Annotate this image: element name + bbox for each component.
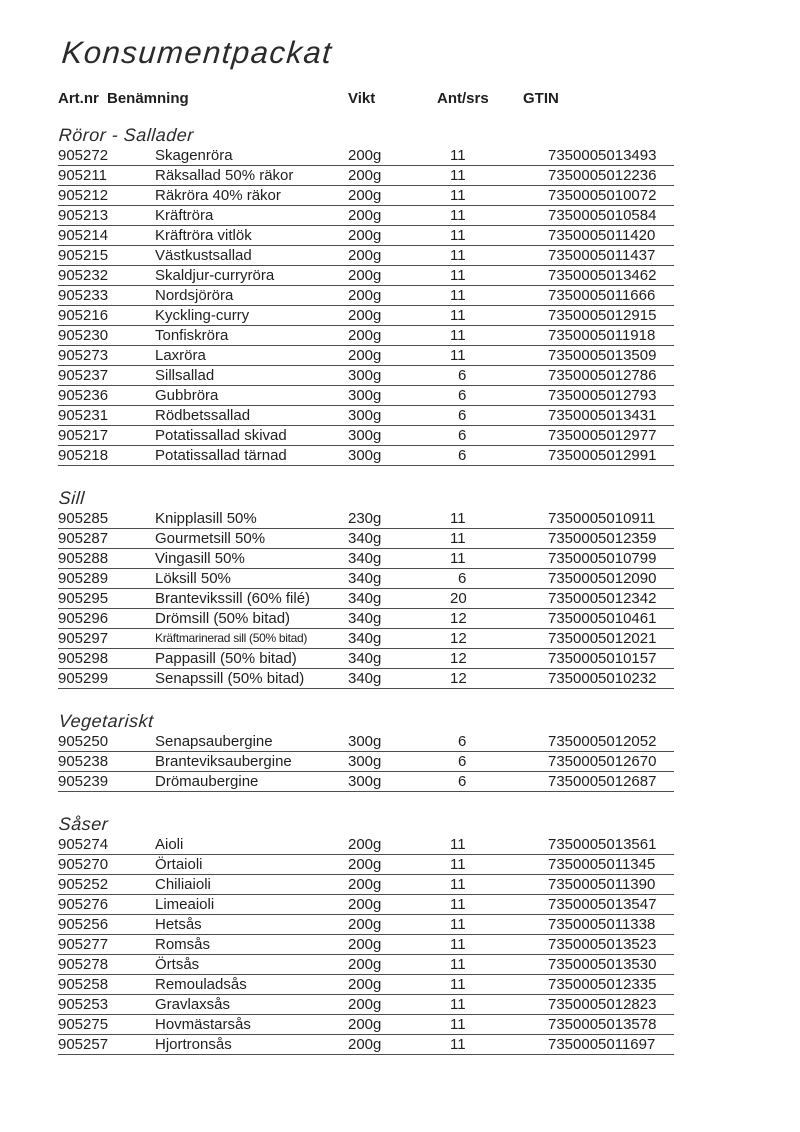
cell-gtin: 7350005011345 [548,856,656,873]
table-row [58,975,674,995]
table-row [58,875,674,895]
cell-benamning: Kräftmarinerad sill (50% bitad) [155,631,308,645]
column-header-antsrs: Ant/srs [437,90,489,107]
table-row [58,609,674,629]
cell-gtin: 7350005012090 [548,570,657,587]
cell-vikt: 200g [348,936,382,953]
cell-vikt: 200g [348,856,382,873]
cell-artnr: 905212 [58,187,109,204]
column-header-benamning: Benämning [107,90,189,107]
cell-artnr: 905258 [58,976,109,993]
cell-vikt: 340g [348,630,382,647]
cell-benamning: Laxröra [155,347,206,364]
cell-vikt: 230g [348,510,382,527]
cell-benamning: Räkröra 40% räkor [155,187,281,204]
section-title: Sill [58,488,86,508]
cell-artnr: 905296 [58,610,109,627]
cell-vikt: 200g [348,307,382,324]
table-section [58,813,674,1055]
table-row [58,835,674,855]
cell-benamning: Potatissallad skivad [155,427,287,444]
cell-gtin: 7350005010072 [548,187,657,204]
cell-artnr: 905270 [58,856,109,873]
cell-benamning: Vingasill 50% [155,550,245,567]
cell-vikt: 200g [348,227,382,244]
section-title: Såser [58,814,109,834]
cell-artnr: 905287 [58,530,109,547]
cell-antsrs: 11 [450,247,466,264]
cell-gtin: 7350005013523 [548,936,657,953]
cell-artnr: 905230 [58,327,109,344]
cell-artnr: 905276 [58,896,109,913]
cell-gtin: 7350005012021 [548,630,657,647]
cell-antsrs: 11 [450,187,466,204]
cell-gtin: 7350005010461 [548,610,657,627]
cell-gtin: 7350005012052 [548,733,657,750]
cell-vikt: 200g [348,327,382,344]
table-row [58,186,674,206]
cell-benamning: Nordsjöröra [155,287,234,304]
cell-benamning: Hetsås [155,916,202,933]
cell-vikt: 200g [348,1036,382,1053]
cell-gtin: 7350005010232 [548,670,657,687]
cell-antsrs: 11 [450,976,466,993]
table-row [58,955,674,975]
cell-antsrs: 11 [450,550,466,567]
cell-gtin: 7350005011918 [548,327,656,344]
cell-gtin: 7350005011666 [548,287,656,304]
cell-artnr: 905297 [58,630,109,647]
table-row [58,1035,674,1055]
cell-artnr: 905299 [58,670,109,687]
cell-vikt: 340g [348,670,382,687]
cell-benamning: Skaldjur-curryröra [155,267,275,284]
cell-artnr: 905298 [58,650,109,667]
cell-benamning: Skagenröra [155,147,233,164]
cell-artnr: 905275 [58,1016,109,1033]
cell-gtin: 7350005012670 [548,753,657,770]
cell-gtin: 7350005012977 [548,427,657,444]
cell-vikt: 300g [348,427,382,444]
table-row [58,446,674,466]
cell-artnr: 905277 [58,936,109,953]
cell-benamning: Drömsill (50% bitad) [155,610,291,627]
table-row [58,426,674,446]
cell-benamning: Chiliaioli [155,876,211,893]
table-row [58,509,674,529]
cell-artnr: 905272 [58,147,109,164]
cell-gtin: 7350005013431 [548,407,657,424]
cell-gtin: 7350005012687 [548,773,657,790]
cell-gtin: 7350005012342 [548,590,657,607]
cell-gtin: 7350005011338 [548,916,656,933]
cell-artnr: 905238 [58,753,109,770]
cell-gtin: 7350005012793 [548,387,657,404]
cell-artnr: 905218 [58,447,109,464]
table-row [58,1015,674,1035]
cell-vikt: 300g [348,367,382,384]
cell-antsrs: 11 [450,510,466,527]
cell-benamning: Senapsaubergine [155,733,273,750]
section-title: Röror - Sallader [58,125,195,145]
cell-artnr: 905257 [58,1036,109,1053]
cell-gtin: 7350005013493 [548,147,657,164]
cell-vikt: 340g [348,550,382,567]
table-row [58,326,674,346]
cell-benamning: Tonfiskröra [155,327,229,344]
cell-vikt: 200g [348,247,382,264]
cell-benamning: Pappasill (50% bitad) [155,650,297,667]
cell-vikt: 200g [348,836,382,853]
cell-artnr: 905216 [58,307,109,324]
table-row [58,569,674,589]
table-row [58,669,674,689]
cell-antsrs: 6 [458,387,467,404]
cell-antsrs: 6 [458,427,467,444]
cell-artnr: 905215 [58,247,109,264]
cell-benamning: Brantevikssill (60% filé) [155,590,311,607]
cell-gtin: 7350005012915 [548,307,657,324]
cell-gtin: 7350005012236 [548,167,657,184]
page-title: Konsumentpackat [60,35,335,70]
cell-vikt: 340g [348,650,382,667]
cell-antsrs: 11 [450,167,466,184]
table-row [58,772,674,792]
cell-benamning: Gourmetsill 50% [155,530,266,547]
cell-vikt: 200g [348,147,382,164]
cell-benamning: Senapssill (50% bitad) [155,670,305,687]
cell-antsrs: 12 [450,610,467,627]
cell-gtin: 7350005011390 [548,876,656,893]
cell-gtin: 7350005013547 [548,896,657,913]
cell-antsrs: 11 [450,267,466,284]
table-row [58,306,674,326]
cell-vikt: 200g [348,1016,382,1033]
cell-antsrs: 12 [450,630,467,647]
cell-benamning: Gubbröra [155,387,219,404]
cell-antsrs: 12 [450,670,467,687]
cell-benamning: Sillsallad [155,367,215,384]
cell-gtin: 7350005013462 [548,267,657,284]
cell-benamning: Knipplasill 50% [155,510,257,527]
cell-gtin: 7350005010799 [548,550,657,567]
cell-gtin: 7350005010911 [548,510,656,527]
cell-artnr: 905256 [58,916,109,933]
cell-benamning: Limeaioli [155,896,215,913]
cell-benamning: Räksallad 50% räkor [155,167,294,184]
cell-artnr: 905274 [58,836,109,853]
cell-artnr: 905232 [58,267,109,284]
cell-antsrs: 6 [458,367,467,384]
cell-vikt: 300g [348,407,382,424]
cell-antsrs: 6 [458,753,467,770]
cell-artnr: 905214 [58,227,109,244]
cell-benamning: Hjortronsås [155,1036,232,1053]
cell-gtin: 7350005013509 [548,347,657,364]
cell-gtin: 7350005012786 [548,367,657,384]
table-row [58,935,674,955]
cell-antsrs: 11 [450,916,466,933]
cell-artnr: 905289 [58,570,109,587]
cell-antsrs: 11 [450,207,466,224]
table-row [58,206,674,226]
cell-artnr: 905250 [58,733,109,750]
column-header-gtin: GTIN [523,90,559,107]
cell-benamning: Branteviksaubergine [155,753,292,770]
cell-vikt: 200g [348,916,382,933]
table-row [58,649,674,669]
cell-benamning: Löksill 50% [155,570,231,587]
cell-vikt: 300g [348,387,382,404]
cell-gtin: 7350005011420 [548,227,656,244]
cell-benamning: Romsås [155,936,211,953]
table-row [58,732,674,752]
cell-artnr: 905211 [58,167,107,184]
table-row [58,752,674,772]
cell-benamning: Kyckling-curry [155,307,250,324]
cell-antsrs: 6 [458,447,467,464]
cell-benamning: Remouladsås [155,976,247,993]
table-section [58,487,674,689]
cell-antsrs: 12 [450,650,467,667]
cell-antsrs: 11 [450,856,466,873]
cell-benamning: Drömaubergine [155,773,259,790]
cell-artnr: 905288 [58,550,109,567]
cell-artnr: 905295 [58,590,109,607]
cell-benamning: Gravlaxsås [155,996,231,1013]
table-row [58,146,674,166]
table-row [58,629,674,649]
table-row [58,346,674,366]
cell-vikt: 340g [348,610,382,627]
cell-artnr: 905273 [58,347,109,364]
cell-gtin: 7350005012991 [548,447,657,464]
table-row [58,286,674,306]
cell-vikt: 200g [348,876,382,893]
cell-artnr: 905213 [58,207,109,224]
cell-antsrs: 11 [450,347,466,364]
cell-antsrs: 11 [450,876,466,893]
cell-antsrs: 6 [458,773,467,790]
cell-vikt: 200g [348,996,382,1013]
cell-gtin: 7350005013578 [548,1016,657,1033]
cell-vikt: 340g [348,570,382,587]
column-header-vikt: Vikt [348,90,376,107]
table-row [58,226,674,246]
cell-vikt: 200g [348,287,382,304]
cell-antsrs: 20 [450,590,467,607]
table-row [58,386,674,406]
table-row [58,895,674,915]
cell-benamning: Rödbetssallad [155,407,251,424]
table-row [58,406,674,426]
cell-antsrs: 6 [458,407,467,424]
cell-vikt: 300g [348,447,382,464]
cell-antsrs: 11 [450,530,466,547]
cell-vikt: 200g [348,207,382,224]
cell-vikt: 200g [348,896,382,913]
table-row [58,246,674,266]
cell-vikt: 200g [348,976,382,993]
cell-gtin: 7350005010584 [548,207,657,224]
cell-artnr: 905237 [58,367,109,384]
cell-antsrs: 6 [458,733,467,750]
table-row [58,855,674,875]
table-row [58,589,674,609]
cell-antsrs: 11 [450,147,466,164]
cell-artnr: 905231 [58,407,109,424]
table-section [58,124,674,466]
cell-vikt: 300g [348,773,382,790]
cell-gtin: 7350005012335 [548,976,657,993]
cell-benamning: Potatissallad tärnad [155,447,287,464]
cell-antsrs: 11 [450,227,466,244]
table-row [58,915,674,935]
cell-vikt: 200g [348,187,382,204]
cell-antsrs: 11 [450,327,466,344]
cell-benamning: Kräftröra [155,207,214,224]
table-row [58,529,674,549]
cell-artnr: 905252 [58,876,109,893]
cell-antsrs: 11 [450,1016,466,1033]
cell-antsrs: 11 [450,996,466,1013]
cell-benamning: Örtsås [155,956,200,973]
cell-artnr: 905239 [58,773,109,790]
cell-benamning: Aioli [155,836,184,853]
cell-artnr: 905236 [58,387,109,404]
cell-antsrs: 11 [450,1036,466,1053]
table-row [58,166,674,186]
cell-gtin: 7350005013530 [548,956,657,973]
table-row [58,266,674,286]
cell-benamning: Hovmästarsås [155,1016,251,1033]
cell-artnr: 905285 [58,510,109,527]
cell-antsrs: 11 [450,956,466,973]
cell-gtin: 7350005011697 [548,1036,656,1053]
cell-vikt: 200g [348,167,382,184]
table-row [58,366,674,386]
cell-vikt: 300g [348,753,382,770]
cell-antsrs: 11 [450,936,466,953]
column-header-artnr: Art.nr [58,90,99,107]
cell-vikt: 200g [348,956,382,973]
cell-gtin: 7350005012823 [548,996,657,1013]
cell-artnr: 905233 [58,287,109,304]
cell-vikt: 200g [348,347,382,364]
cell-vikt: 340g [348,530,382,547]
cell-vikt: 200g [348,267,382,284]
cell-gtin: 7350005013561 [548,836,657,853]
table-section [58,710,674,792]
table-row [58,995,674,1015]
cell-antsrs: 11 [450,307,466,324]
cell-antsrs: 11 [450,836,466,853]
cell-antsrs: 6 [458,570,467,587]
cell-artnr: 905253 [58,996,109,1013]
table-row [58,549,674,569]
table-body [58,124,674,1055]
cell-gtin: 7350005012359 [548,530,657,547]
cell-vikt: 300g [348,733,382,750]
table-header-row [58,89,674,109]
cell-benamning: Kräftröra vitlök [155,227,252,244]
cell-benamning: Västkustsallad [155,247,252,264]
cell-benamning: Örtaioli [155,856,203,873]
section-title: Vegetariskt [58,711,155,731]
cell-antsrs: 11 [450,287,466,304]
cell-vikt: 340g [348,590,382,607]
cell-artnr: 905217 [58,427,109,444]
cell-artnr: 905278 [58,956,109,973]
cell-gtin: 7350005010157 [548,650,657,667]
cell-antsrs: 11 [450,896,466,913]
cell-gtin: 7350005011437 [548,247,656,264]
